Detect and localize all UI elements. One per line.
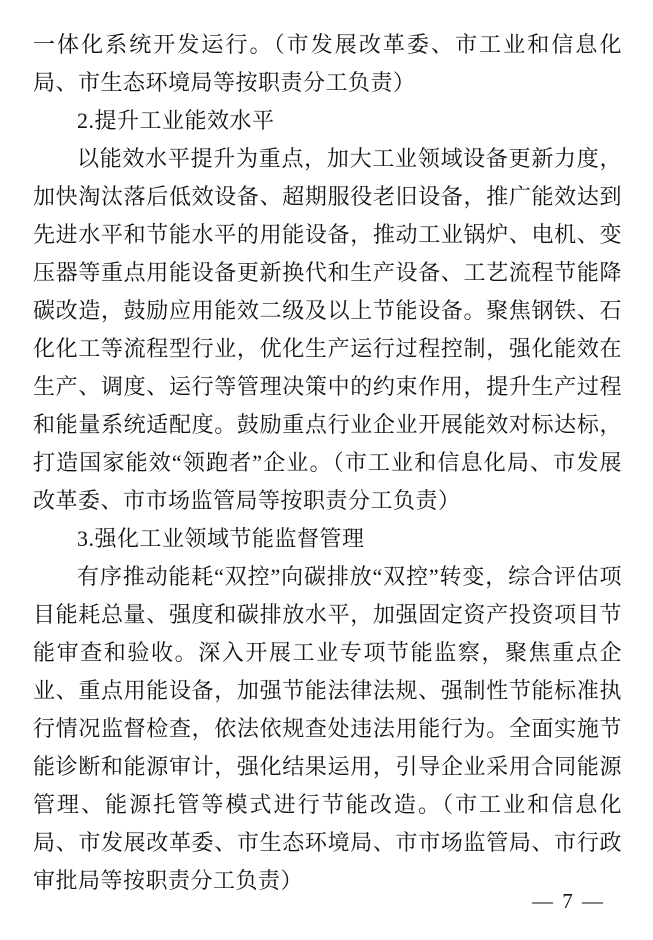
paragraph-section-3-body: 有序推动能耗“双控”向碳排放“双控”转变，综合评估项目能耗总量、强度和碳排放水平，加强固定资产投资项目节能审查和验收。深入开展工业专项节能监察，聚焦重点企业、重点用能设备，加强节能法律法规、强制性节能标准执行情况监督检查，依法依规查处违法用能行为。全面实施节能诊断和能源审计，强化结果运用，引导企业采用合同能源管理、能源托管等模式进行节能改造。（市工业和信息化局、市发展改革委、市生态环境局、市市场监管局、市行政审批局等按职责分工负责）: [33, 564, 622, 893]
section-heading-3: 3.强化工业领域节能监督管理: [77, 526, 365, 551]
section-heading-2: 2.提升工业能效水平: [77, 108, 275, 133]
document-body: [33, 26, 622, 900]
paragraph-continuation: 一体化系统开发运行。（市发展改革委、市工业和信息化局、市生态环境局等按职责分工负责）: [33, 32, 622, 95]
page-number: — 7 —: [532, 889, 605, 913]
paragraph-section-2-body: 以能效水平提升为重点，加大工业领域设备更新力度，加快淘汰落后低效设备、超期服役老旧设备，推广能效达到先进水平和节能水平的用能设备，推动工业锅炉、电机、变压器等重点用能设备更新换代和生产设备、工艺流程节能降碳改造，鼓励应用能效二级及以上节能设备。聚焦钢铁、石化化工等流程型行业，优化生产运行过程控制，强化能效在生产、调度、运行等管理决策中的约束作用，提升生产过程和能量系统适配度。鼓励重点行业企业开展能效对标达标，打造国家能效“领跑者”企业。（市工业和信息化局、市发展改革委、市市场监管局等按职责分工负责）: [33, 146, 622, 513]
